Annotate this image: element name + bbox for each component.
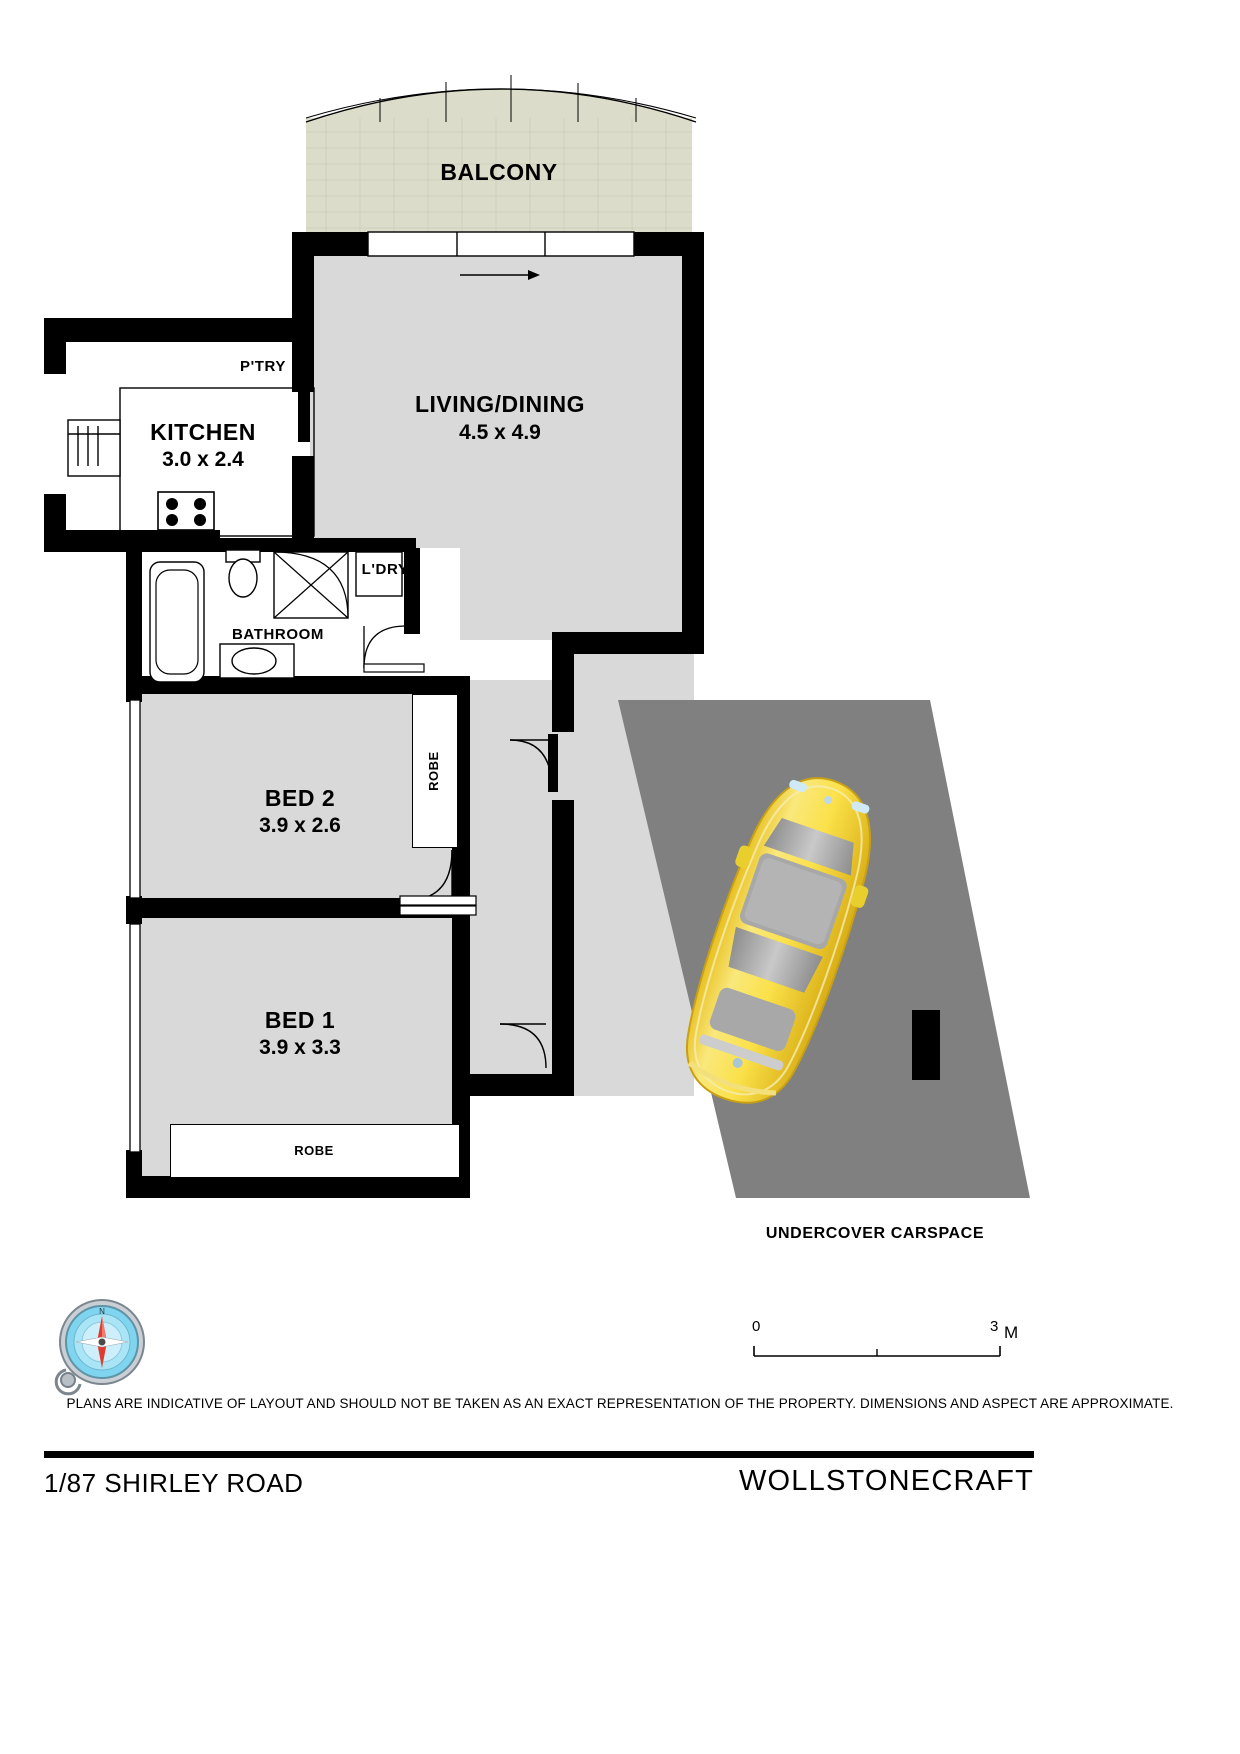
footer-divider <box>44 1451 1034 1458</box>
bed2-label: BED 2 <box>264 785 336 811</box>
scale-end: 3 <box>990 1318 999 1335</box>
bed-west-windows <box>126 700 144 1156</box>
scale-bar <box>752 1318 1032 1368</box>
balcony-sliding-door <box>368 232 634 258</box>
bed1-label: BED 1 <box>264 1007 336 1033</box>
wall-west-outer-upper <box>44 318 66 374</box>
compass-rose-icon <box>50 1298 154 1394</box>
wall-bed-west-upper <box>126 680 142 702</box>
wall-living-right <box>682 342 704 654</box>
bed2-dimensions: 3.9 x 2.6 <box>259 814 341 837</box>
scale-bar-graphic <box>752 1340 1004 1362</box>
svg-text:N: N <box>99 1307 105 1316</box>
wall-kitchen-top <box>44 318 312 342</box>
balcony-door-swing-arrow <box>460 266 540 284</box>
living-dining-label: LIVING/DINING <box>414 391 586 417</box>
kitchen-dimensions: 3.0 x 2.4 <box>162 448 244 471</box>
wall-living-lowerright <box>552 632 574 732</box>
wall-entry-bottom <box>460 1074 574 1096</box>
scale-start: 0 <box>752 1318 761 1335</box>
living-dining-dimensions: 4.5 x 4.9 <box>459 421 541 444</box>
wall-living-right-upper <box>682 232 704 342</box>
bed1-robe-label: ROBE <box>294 1143 334 1158</box>
wall-bath-west <box>126 552 142 680</box>
address-label: 1/87 SHIRLEY ROAD <box>44 1468 304 1498</box>
kitchen-label: KITCHEN <box>150 419 256 445</box>
laundry-label: L'DRY <box>361 561 409 578</box>
bathroom-label: BATHROOM <box>231 626 324 643</box>
balcony-label: BALCONY <box>440 159 558 185</box>
balcony-arch <box>296 62 706 124</box>
suburb-label: WOLLSTONECRAFT <box>738 1465 1034 1497</box>
scale-unit: M <box>1004 1323 1019 1342</box>
pantry-label: P'TRY <box>239 358 286 375</box>
carspace-kerb <box>912 1010 940 1080</box>
disclaimer-text: PLANS ARE INDICATIVE OF LAYOUT AND SHOULD NOT BE TAKEN AS AN EXACT REPRESENTATION OF THE PROPERTY. DIMENSIONS AND ASPECT ARE APPROXIMATE. <box>66 1396 1174 1411</box>
wall-bed1-south <box>126 1176 470 1198</box>
wall-living-bottom <box>552 632 704 654</box>
car-icon <box>690 770 870 1110</box>
door-swings <box>400 728 580 1058</box>
bed2-robe-label: ROBE <box>425 751 441 791</box>
carspace-label: UNDERCOVER CARSPACE <box>765 1225 985 1242</box>
bed1-dimensions: 3.9 x 3.3 <box>259 1036 341 1059</box>
